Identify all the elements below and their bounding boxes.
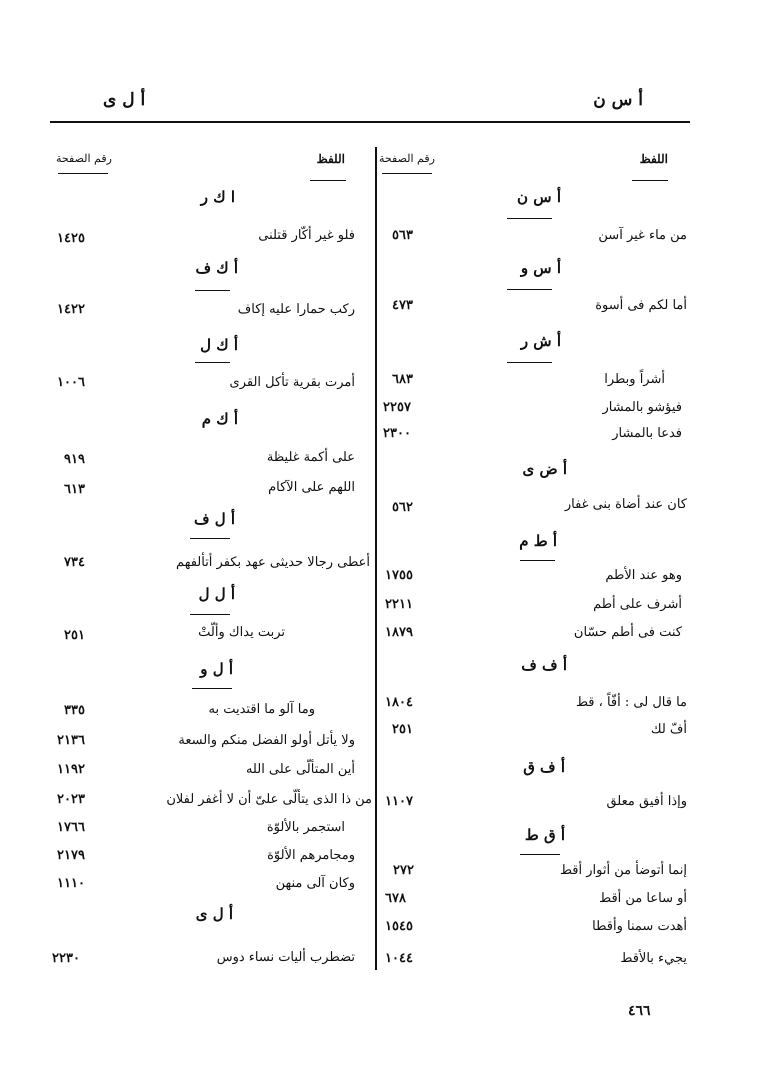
root-heading: أ ك ف xyxy=(195,259,238,277)
root-heading: أ ك ل xyxy=(200,336,238,354)
page-ref: ١١٠٧ xyxy=(385,794,413,809)
root-heading: أ ل ل xyxy=(198,585,235,603)
index-entry: أمرت بقرية تأكل القرى xyxy=(229,375,355,390)
index-entry: ركب حمارا عليه إكاف xyxy=(237,302,355,317)
index-entry: ما قال لى : أفّاً ، قط xyxy=(575,695,687,710)
page-ref: ٧٣٤ xyxy=(64,555,85,570)
heading-underline xyxy=(507,362,552,363)
heading-underline xyxy=(507,218,552,219)
column-label-underline xyxy=(58,173,108,174)
page-ref: ١١١٠ xyxy=(57,876,85,891)
page-number: ٤٦٦ xyxy=(628,1003,651,1019)
index-entry: تضطرب أليات نساء دوس xyxy=(216,950,355,965)
left-column-word-label: اللفظ xyxy=(316,152,345,166)
heading-underline xyxy=(192,688,232,689)
index-entry: من ماء غير آسن xyxy=(598,228,687,243)
page-ref: ٢٥١ xyxy=(64,628,85,643)
root-heading: أ س ن xyxy=(517,188,561,206)
page-ref: ١٤٢٢ xyxy=(57,302,85,317)
index-entry: فلو غير أكّار قتلنى xyxy=(258,228,355,243)
index-entry: أعطى رجالا حديثى عهد بكفر أتألفهم xyxy=(176,555,370,570)
column-label-underline xyxy=(382,173,432,174)
index-entry: أفّ لك xyxy=(650,722,687,737)
index-entry: أشراً وبطرا xyxy=(604,372,665,387)
right-column-page-label: رقم الصفحة xyxy=(379,152,435,165)
index-entry: فدعا بالمشار xyxy=(612,426,682,441)
page-ref: ٢٠٢٣ xyxy=(57,792,85,807)
index-entry: إنما أتوضأ من أثوار أقط xyxy=(559,863,687,878)
column-label-underline xyxy=(632,180,668,181)
index-entry: كان عند أضاة بنى غفار xyxy=(564,497,687,512)
root-heading: أ س و xyxy=(520,259,561,277)
root-heading: أ ل ف xyxy=(193,510,235,528)
column-label-underline xyxy=(310,180,346,181)
root-heading: أ ل ى xyxy=(195,905,233,923)
page-ref: ٢٥١ xyxy=(392,722,413,737)
index-entry: يجيء بالأقط xyxy=(620,951,687,966)
index-entry: أشرف على أطم xyxy=(593,597,682,612)
heading-underline xyxy=(190,614,230,615)
page-ref: ٢١٧٩ xyxy=(57,848,85,863)
page-ref: ٢٣٠٠ xyxy=(383,426,411,441)
index-entry: استجمر بالألوّة xyxy=(266,820,345,835)
page-ref: ٢٢٥٧ xyxy=(383,400,411,415)
index-entry: أين المتألّى على الله xyxy=(245,762,355,777)
index-entry: وإذا أفيق معلق xyxy=(606,794,687,809)
page-ref: ٤٧٣ xyxy=(392,298,413,313)
index-entry: تربت يداك وألّتْ xyxy=(198,625,285,640)
root-heading: أ ف ق xyxy=(523,758,565,776)
index-entry: ومجامرهم الألوّة xyxy=(267,848,355,863)
page-ref: ١١٩٢ xyxy=(57,762,85,777)
index-entry: اللهم على الآكام xyxy=(268,480,355,495)
page-ref: ١٧٦٦ xyxy=(57,820,85,835)
page-ref: ١٧٥٥ xyxy=(385,568,413,583)
page-ref: ١٥٤٥ xyxy=(385,919,413,934)
root-heading: أ ش ر xyxy=(520,332,561,350)
index-entry: فيؤشو بالمشار xyxy=(602,400,682,415)
page-ref: ٣٣٥ xyxy=(64,703,85,718)
header-root-right: أ س ن xyxy=(593,90,643,110)
root-heading: ا ك ر xyxy=(200,188,235,206)
index-entry: من ذا الذى يتألّى علىّ أن لا أغفر لفلان xyxy=(166,792,372,807)
root-heading: أ ط م xyxy=(519,532,557,550)
page-ref: ١٠٠٦ xyxy=(57,375,85,390)
root-heading: أ ق ط xyxy=(524,826,565,844)
index-entry: كنت فى أطم حسّان xyxy=(573,625,682,640)
root-heading: أ ض ى xyxy=(522,460,567,478)
index-entry: وهو عند الأطم xyxy=(605,568,682,583)
column-divider xyxy=(375,147,377,970)
page-ref: ٢٧٢ xyxy=(393,863,414,878)
index-entry: أهدت سمنا وأقطا xyxy=(592,919,687,934)
header-root-left: أ ل ى xyxy=(103,90,146,110)
heading-underline xyxy=(190,538,230,539)
page-ref: ٢٢١١ xyxy=(385,597,413,612)
heading-underline xyxy=(195,290,230,291)
index-entry: أو ساعا من أقط xyxy=(599,891,687,906)
index-entry: وما آلو ما اقتديت به xyxy=(208,702,315,717)
page-ref: ٢١٣٦ xyxy=(57,733,85,748)
index-entry: وكان آلى منهن xyxy=(275,876,355,891)
page-ref: ١٤٢٥ xyxy=(57,231,85,246)
page-ref: ١٠٤٤ xyxy=(385,951,413,966)
page-ref: ٦١٣ xyxy=(64,482,85,497)
page-ref: ١٨٧٩ xyxy=(385,625,413,640)
heading-underline xyxy=(520,854,560,855)
root-heading: أ ف ف xyxy=(521,656,567,674)
page-ref: ١٨٠٤ xyxy=(385,695,413,710)
heading-underline xyxy=(507,289,552,290)
page-ref: ٥٦٢ xyxy=(392,500,413,515)
right-column-word-label: اللفظ xyxy=(639,152,668,166)
heading-underline xyxy=(195,362,230,363)
heading-underline xyxy=(520,560,555,561)
page-ref: ٥٦٣ xyxy=(392,228,413,243)
root-heading: أ ك م xyxy=(201,410,238,428)
page-ref: ٦٧٨ xyxy=(385,891,406,906)
root-heading: أ ل و xyxy=(200,660,233,678)
index-entry: ولا يأتل أولو الفضل منكم والسعة xyxy=(178,733,355,748)
index-entry: أما لكم فى أسوة xyxy=(595,298,687,313)
index-entry: على أكمة غليظة xyxy=(266,450,355,465)
left-column-page-label: رقم الصفحة xyxy=(56,152,112,165)
header-rule xyxy=(50,121,690,123)
page-ref: ٦٨٣ xyxy=(392,372,413,387)
page-ref: ٩١٩ xyxy=(64,452,85,467)
page-ref: ٢٢٣٠ xyxy=(52,951,80,966)
